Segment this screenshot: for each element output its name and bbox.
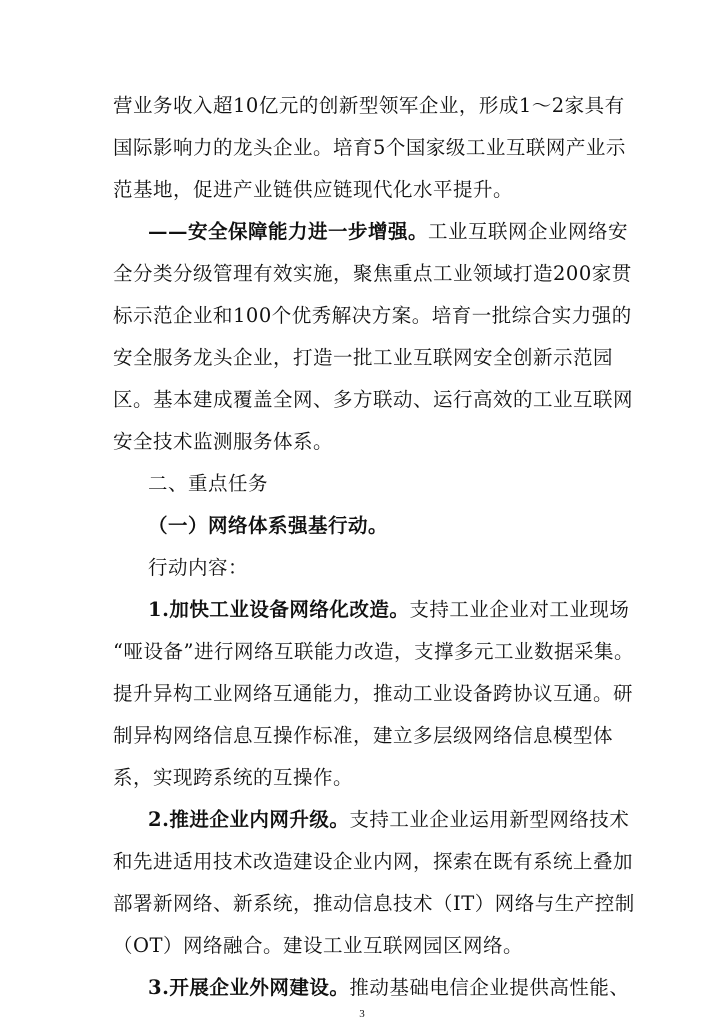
bold-lead: 1.加快工业设备网络化改造。 [148, 598, 410, 621]
body-text-line: 国际影响力的龙头企业。培育5个国家级工业互联网产业示 [113, 136, 626, 159]
subsection-heading: （一）网络体系强基行动。 [148, 514, 389, 537]
body-text-line: 提升异构工业网络互通能力，推动工业设备跨协议互通。研 [113, 682, 634, 705]
page-number: 3 [359, 1008, 365, 1020]
body-text-line: 区。基本建成覆盖全网、多方联动、运行高效的工业互联网 [113, 388, 634, 411]
body-text-line: 安全技术监测服务体系。 [113, 430, 334, 453]
lead-text: 支持工业企业运用新型网络技术 [349, 808, 630, 831]
body-text-line: （OT）网络融合。建设工业互联网园区网络。 [113, 934, 523, 957]
lead-text: 工业互联网企业网络安 [428, 220, 629, 243]
paragraph-line [148, 803, 660, 837]
paragraph-line [148, 215, 660, 249]
body-text-line: 标示范企业和100个优秀解决方案。培育一批综合实力强的 [113, 304, 632, 327]
lead-text: 支持工业企业对工业现场 [409, 598, 630, 621]
body-text-line: 范基地，促进产业链供应链现代化水平提升。 [113, 178, 514, 201]
section-heading: 二、重点任务 [148, 472, 269, 495]
action-content-label: 行动内容： [148, 556, 249, 579]
body-text-line: 系，实现跨系统的互操作。 [113, 766, 354, 789]
paragraph-line [148, 593, 660, 627]
bold-lead: 3.开展企业外网建设。 [148, 976, 350, 999]
bold-lead: ——安全保障能力进一步增强。 [148, 220, 429, 243]
body-text-line: 安全服务龙头企业，打造一批工业互联网安全创新示范园 [113, 346, 614, 369]
body-text-line: 和先进适用技术改造建设企业内网，探索在既有系统上叠加 [113, 850, 634, 873]
lead-text: 推动基础电信企业提供高性能、 [349, 976, 630, 999]
body-text-line: 营业务收入超10亿元的创新型领军企业，形成1～2家具有 [113, 94, 625, 117]
body-text-line: 全分类分级管理有效实施，聚焦重点工业领域打造200家贯 [113, 262, 632, 285]
bold-lead: 2.推进企业内网升级。 [148, 808, 350, 831]
body-text-line: 制异构网络信息互操作标准，建立多层级网络信息模型体 [113, 724, 614, 747]
body-text-line: 部署新网络、新系统，推动信息技术（IT）网络与生产控制 [113, 892, 635, 915]
body-text-line: “哑设备”进行网络互联能力改造，支撑多元工业数据采集。 [113, 640, 634, 663]
paragraph-line [148, 971, 660, 1005]
